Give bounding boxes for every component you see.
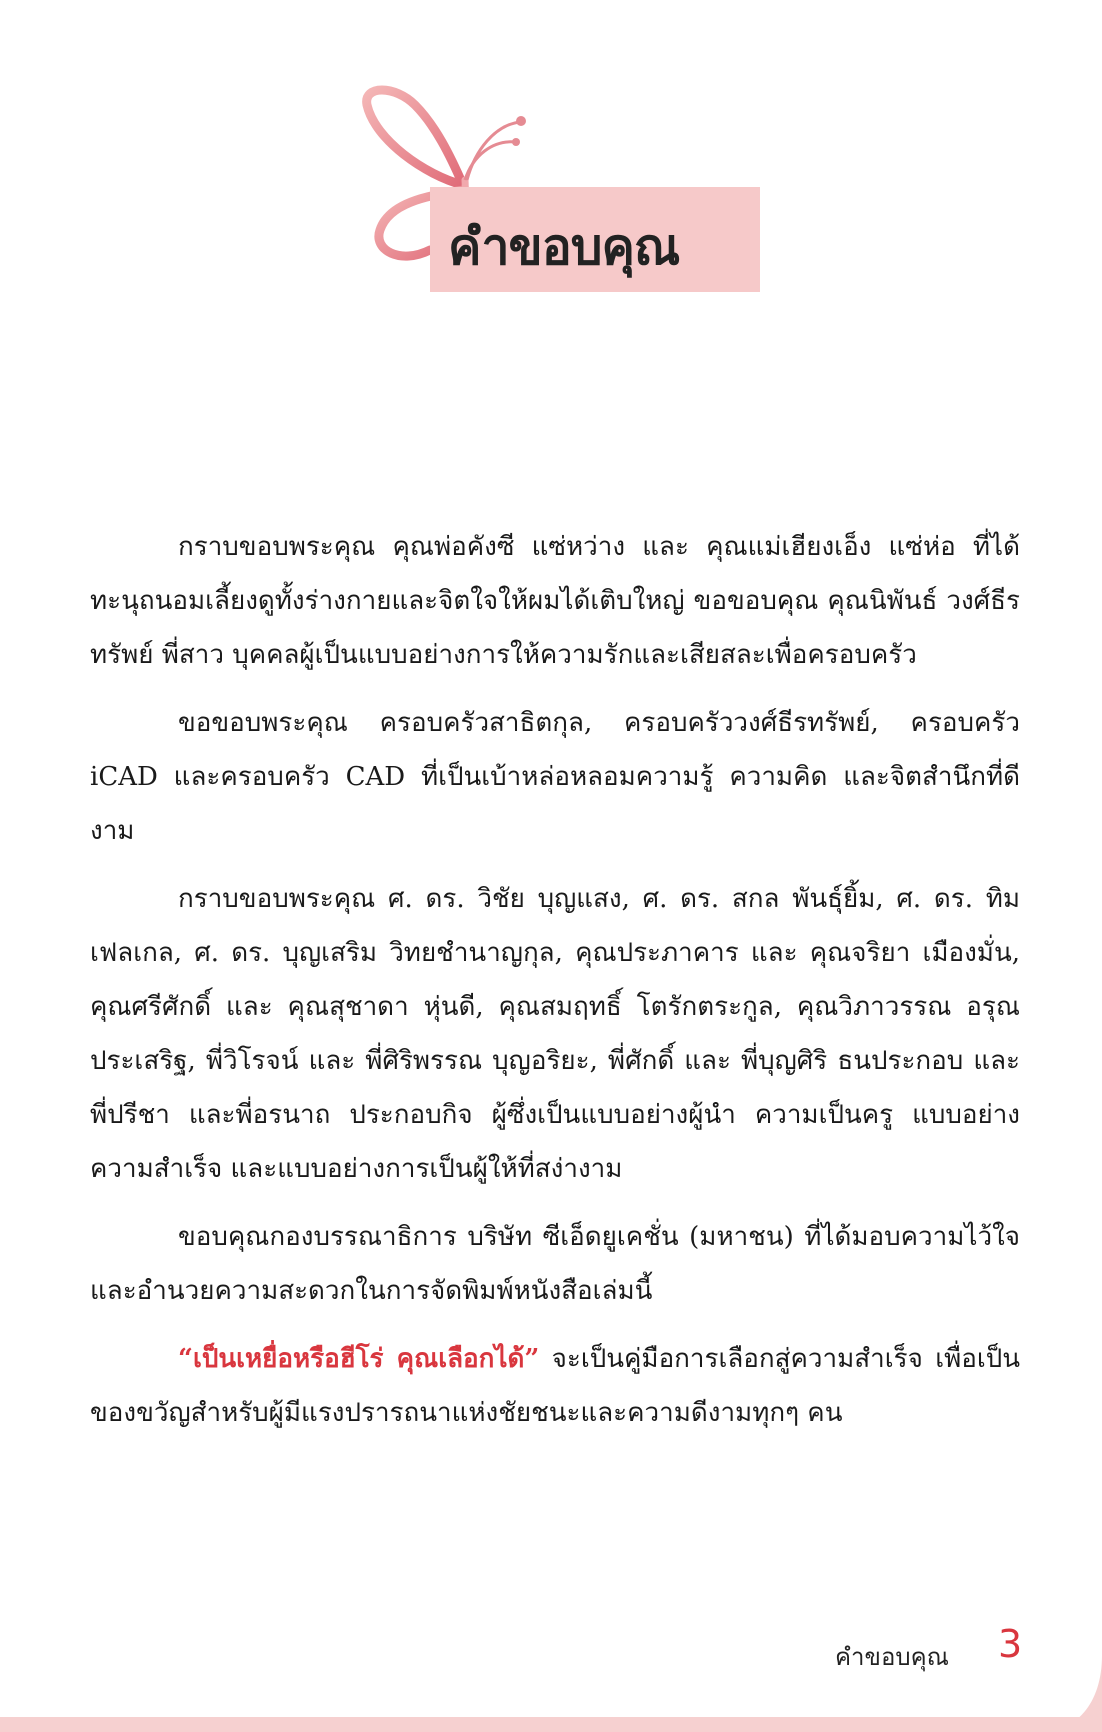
paragraph-1: กราบขอบพระคุณ คุณพ่อคังซี แซ่หว่าง และ คุณแม่เฮียงเอ็ง แซ่ห่อ ที่ได้ทะนุถนอมเลี้ยงดูทั้งร่างกายและจิตใจให้ผมได้เติบใหญ่ ขอขอบคุณ คุณนิพันธ์ วงศ์ธีรทรัพย์ พี่สาว บุคคลผู้เป็นแบบอย่างการให้ความรักและเสียสละเพื่อครอบครัว: [90, 532, 1020, 670]
paragraph-closing: [90, 1332, 1020, 1440]
acknowledgement-body: [90, 520, 1020, 1454]
paragraph-2: ขอขอบพระคุณ ครอบครัวสาธิตกุล, ครอบครัววงศ์ธีรทรัพย์, ครอบครัว iCAD และครอบครัว CAD ที่เป็นเบ้าหล่อหลอมความรู้ ความคิด และจิตสำนึกที่ดีงาม: [90, 708, 1020, 846]
corner-curve-decoration: [1040, 1655, 1102, 1732]
paragraph-3: กราบขอบพระคุณ ศ. ดร. วิชัย บุญแสง, ศ. ดร. สกล พันธุ์ยิ้ม, ศ. ดร. ทิม เฟลเกล, ศ. ดร. บุญเสริม วิทยชำนาญกุล, คุณประภาคาร และ คุณจริยา เมืองมั่น, คุณศรีศักดิ์ และ คุณสุชาดา หุ่นดี, คุณสมฤทธิ์ โตรักตระกูล, คุณวิภาวรรณ อรุณประเสริฐ, พี่วิโรจน์ และ พี่ศิริพรรณ บุญอริยะ, พี่ศักดิ์ และ พี่บุญศิริ ธนประกอบ และพี่ปรีชา และพี่อรนาถ ประกอบกิจ ผู้ซึ่งเป็นแบบอย่างผู้นำ ความเป็นครู แบบอย่างความสำเร็จ และแบบอย่างการเป็นผู้ให้ที่สง่างาม: [90, 884, 1020, 1184]
paragraph-4: ขอบคุณกองบรรณาธิการ บริษัท ซีเอ็ดยูเคชั่น (มหาชน) ที่ได้มอบความไว้ใจ และอำนวยความสะดวกในการจัดพิมพ์หนังสือเล่มนี้: [90, 1222, 1020, 1306]
book-title-highlight: “เป็นเหยื่อหรือฮีโร่ คุณเลือกได้”: [178, 1344, 540, 1374]
footer-section-label: คำขอบคุณ: [835, 1643, 949, 1671]
bottom-decorative-band: [0, 1717, 1102, 1732]
page-number: 3: [998, 1622, 1023, 1666]
closing-text: จะเป็นคู่มือการเลือกสู่ความสำเร็จ เพื่อเป็นของขวัญสำหรับผู้มีแรงปรารถนาแห่งชัยชนะและความดีงามทุกๆ คน: [90, 1344, 1021, 1428]
page-title: คำขอบคุณ: [448, 218, 680, 276]
